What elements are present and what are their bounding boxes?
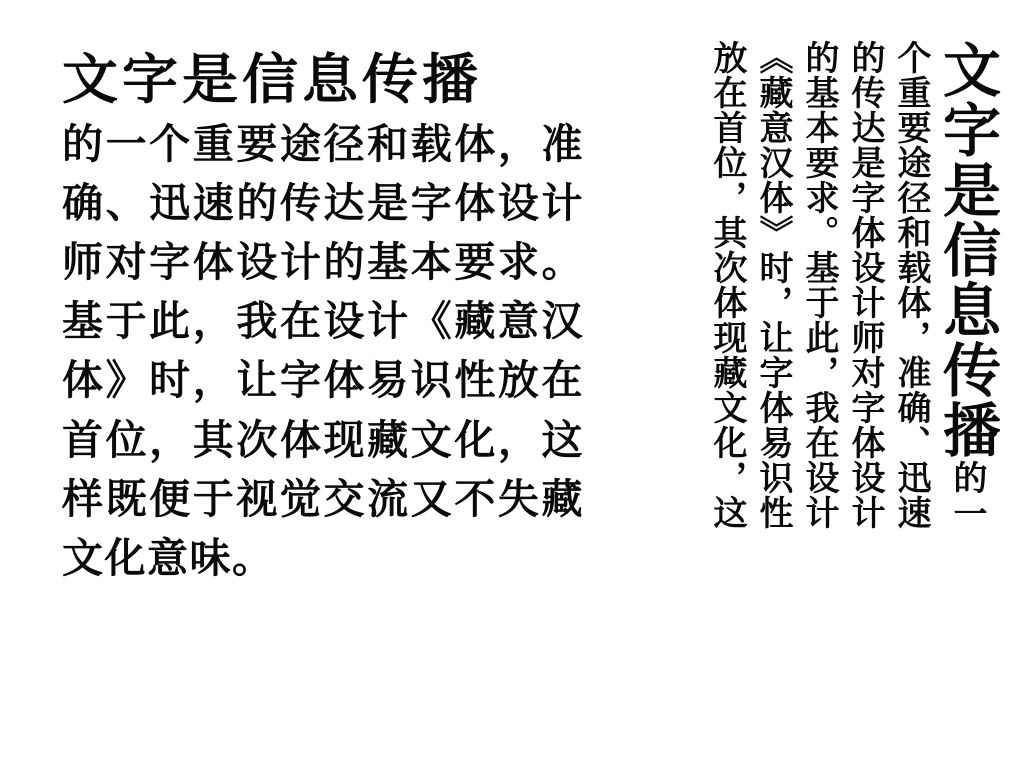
vertical-headline: 文字是信息传播 bbox=[933, 40, 1001, 460]
horizontal-headline: 文字是信息传播 bbox=[62, 49, 482, 112]
vertical-headline-column bbox=[934, 40, 1002, 700]
horizontal-body-text: 的一个重要途径和载体，准确、迅速的传达是字体设计师对字体设计的基本要求。基于此，我在设计《藏意汉体》时，让字体易识性放在首位，其次体现藏文化，这样既便于视觉交流又不失藏文化意味。 bbox=[62, 120, 584, 582]
vertical-column-2: 的传达是字体设计师对字体设计 bbox=[845, 40, 885, 530]
horizontal-text-block bbox=[62, 49, 584, 588]
vertical-text-block bbox=[704, 40, 1002, 740]
vertical-column-1: 个重要途径和载体，准确、迅速 bbox=[891, 40, 931, 530]
vertical-column-4: 《藏意汉体》时，让字体易识性 bbox=[753, 40, 793, 530]
vertical-column-3: 的基本要求。基于此，我在设计 bbox=[799, 40, 839, 530]
vertical-headline-tail: 的一 bbox=[947, 460, 987, 532]
vertical-column-5: 放在首位，其次体现藏文化，这 bbox=[707, 40, 747, 530]
